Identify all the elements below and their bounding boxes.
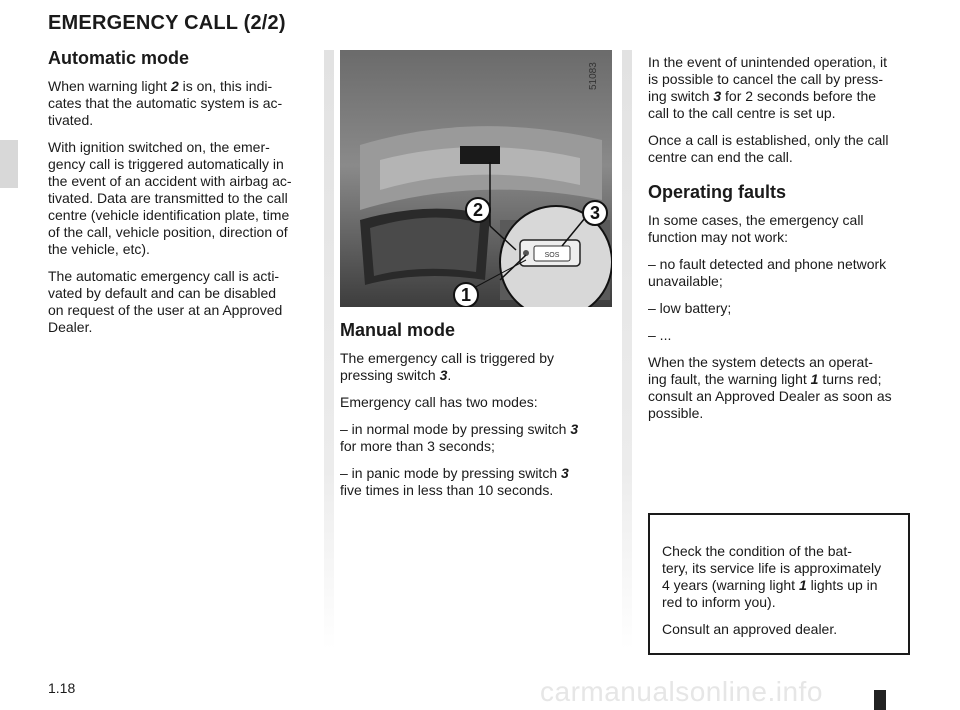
operating-faults-paragraph: When the system detects an operat- ing fault, the warning light 1 turns red; consult an Approved Dealer as soon as possible. [648,354,892,421]
battery-note-paragraph: Consult an approved dealer. [662,621,838,637]
manual-mode-paragraph: Emergency call has two modes: [340,394,538,410]
callout-2: 2 [465,197,491,223]
automatic-mode-paragraph: When warning light 2 is on, this indi- cates that the automatic system is ac- tivated. [48,78,283,128]
cancel-call-paragraph: In the event of unintended operation, it is possible to cancel the call by press- ing switch 3 for 2 seconds before the call to the call centre is set up. [648,54,887,121]
manual-mode-list-item: – in panic mode by pressing switch 3 five times in less than 10 seconds. [340,465,569,498]
callout-1: 1 [453,282,479,307]
column-divider [622,50,632,650]
fault-list-item: – no fault detected and phone network unavailable; [648,256,887,289]
right-column [648,54,912,432]
manual-mode-heading: Manual mode [340,320,456,340]
callout-3: 3 [582,200,608,226]
section-tab [0,140,18,188]
manual-mode-section [340,322,614,509]
figure-code: 51083 [588,62,599,90]
automatic-mode-heading: Automatic mode [48,48,190,68]
overhead-console-photo [340,50,612,307]
watermark: carmanualsonline.info [540,676,823,707]
column-divider [324,50,334,650]
sos-button-label: SOS [544,252,560,259]
fault-list-item: – low battery; [648,300,732,316]
page-title: EMERGENCY CALL (2/2) [48,12,286,34]
operating-faults-paragraph: In some cases, the emergency call function may not work: [648,212,864,245]
end-call-paragraph: Once a call is established, only the call centre can end the call. [648,132,889,165]
manual-mode-paragraph: The emergency call is triggered by pressing switch 3. [340,350,554,383]
automatic-mode-section [48,50,310,346]
automatic-mode-paragraph: The automatic emergency call is acti- vated by default and can be disabled on request of the user at an Approved Dealer. [48,268,283,335]
battery-note-paragraph: Check the condition of the bat- tery, its service life is approximately 4 years (warning light 1 lights up in red to inform you). [662,543,882,610]
battery-note-box [648,513,910,655]
fault-list-item: – ... [648,327,672,343]
page-number: 1.18 [48,680,76,696]
overhead-console-illustration [340,50,612,307]
page-edge-marker [874,690,886,710]
manual-mode-list-item: – in normal mode by pressing switch 3 for more than 3 seconds; [340,421,579,454]
operating-faults-heading: Operating faults [648,182,787,202]
automatic-mode-paragraph: With ignition switched on, the emer- gency call is triggered automatically in the event of an accident with airbag ac- tivated. Data are transmitted to the call centre (vehicle identification plate, time of the call, vehicle position, direction of the vehicle, etc). [48,139,292,257]
